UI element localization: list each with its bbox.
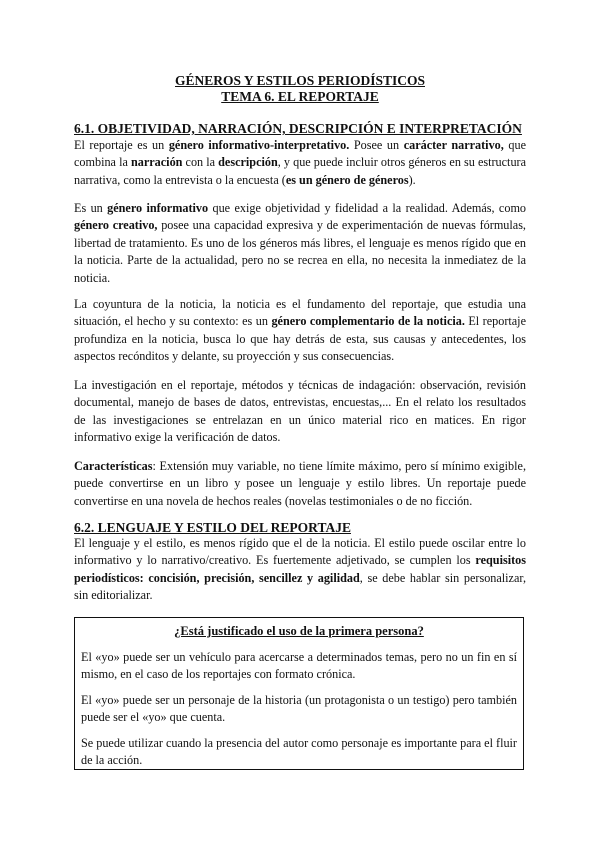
section-1-paragraph-3: La coyuntura de la noticia, la noticia es el fundamento del reportaje, que estudia una situación, el hecho y su contexto: es un género complementario de la noticia. El reportaje profundiza en la noticia, busca lo que hay detrás de esta, sus causas y antecedentes, los aspectos recónditos y delante, su proyección y sus consecuencias. xyxy=(74,297,526,364)
section-1-paragraph-5: Características: Extensión muy variable, no tiene límite máximo, pero sí mínimo exigible, puede convertirse en un libro y posee un lenguaje y estilo libres. Un reportaje puede convertirse en una novela de hechos reales (novelas testimoniales o de no ficción. xyxy=(74,459,526,508)
box-paragraph-1: El «yo» puede ser un vehículo para acercarse a determinados temas, pero no un fin en sí mismo, en el caso de los reportajes con formato crónica. xyxy=(81,650,517,682)
document-subtitle: TEMA 6. EL REPORTAJE xyxy=(221,89,379,104)
box-paragraph-3: Se puede utilizar cuando la presencia del autor como personaje es importante para el fluir de la acción. xyxy=(81,736,517,768)
section-2-heading: 6.2. LENGUAJE Y ESTILO DEL REPORTAJE xyxy=(74,520,351,535)
section-1-paragraph-4: La investigación en el reportaje, métodos y técnicas de indagación: observación, revisión documental, manejo de bases de datos, entrevistas, encuestas,... En el relato los resultados de las investigaciones se entrelazan en un único material rico en matices. En rigor informativo exige la verificación de datos. xyxy=(74,378,526,445)
section-1-paragraph-2: Es un género informativo que exige objetividad y fidelidad a la realidad. Además, como género creativo, posee una capacidad expresiva y de experimentación de nuevas fórmulas, libertad de tratamiento. Es uno de los géneros más libres, el lenguaje es menos rígido que en la noticia. Parte de la actualidad, pero no se recrea en ella, no necesita la inmediatez de la noticia. xyxy=(74,201,527,285)
box-paragraph-2: El «yo» puede ser un personaje de la historia (un protagonista o un testigo) pero también puede ser el «yo» que cuenta. xyxy=(81,693,517,725)
box-title: ¿Está justificado el uso de la primera persona? xyxy=(174,624,424,638)
section-2-paragraph-1: El lenguaje y el estilo, es menos rígido que el de la noticia. El estilo puede oscilar entre lo informativo y lo narrativo/creativo. Es fuertemente adjetivado, se cumplen los requisitos periodísticos: concisión, precisión, sencillez y agilidad, se debe hablar sin personalizar, sin editorializar. xyxy=(74,536,526,603)
section-1-paragraph-1: El reportaje es un género informativo-interpretativo. Posee un carácter narrativo, que combina la narración con la descripción, y que puede incluir otros géneros en su estructura narrativa, como la entrevista o la encuesta (es un género de géneros). xyxy=(74,138,526,187)
document-title: GÉNEROS Y ESTILOS PERIODÍSTICOS xyxy=(175,73,425,88)
first-person-box xyxy=(74,617,524,770)
section-1-heading: 6.1. OBJETIVIDAD, NARRACIÓN, DESCRIPCIÓN E INTERPRETACIÓN xyxy=(74,121,522,136)
